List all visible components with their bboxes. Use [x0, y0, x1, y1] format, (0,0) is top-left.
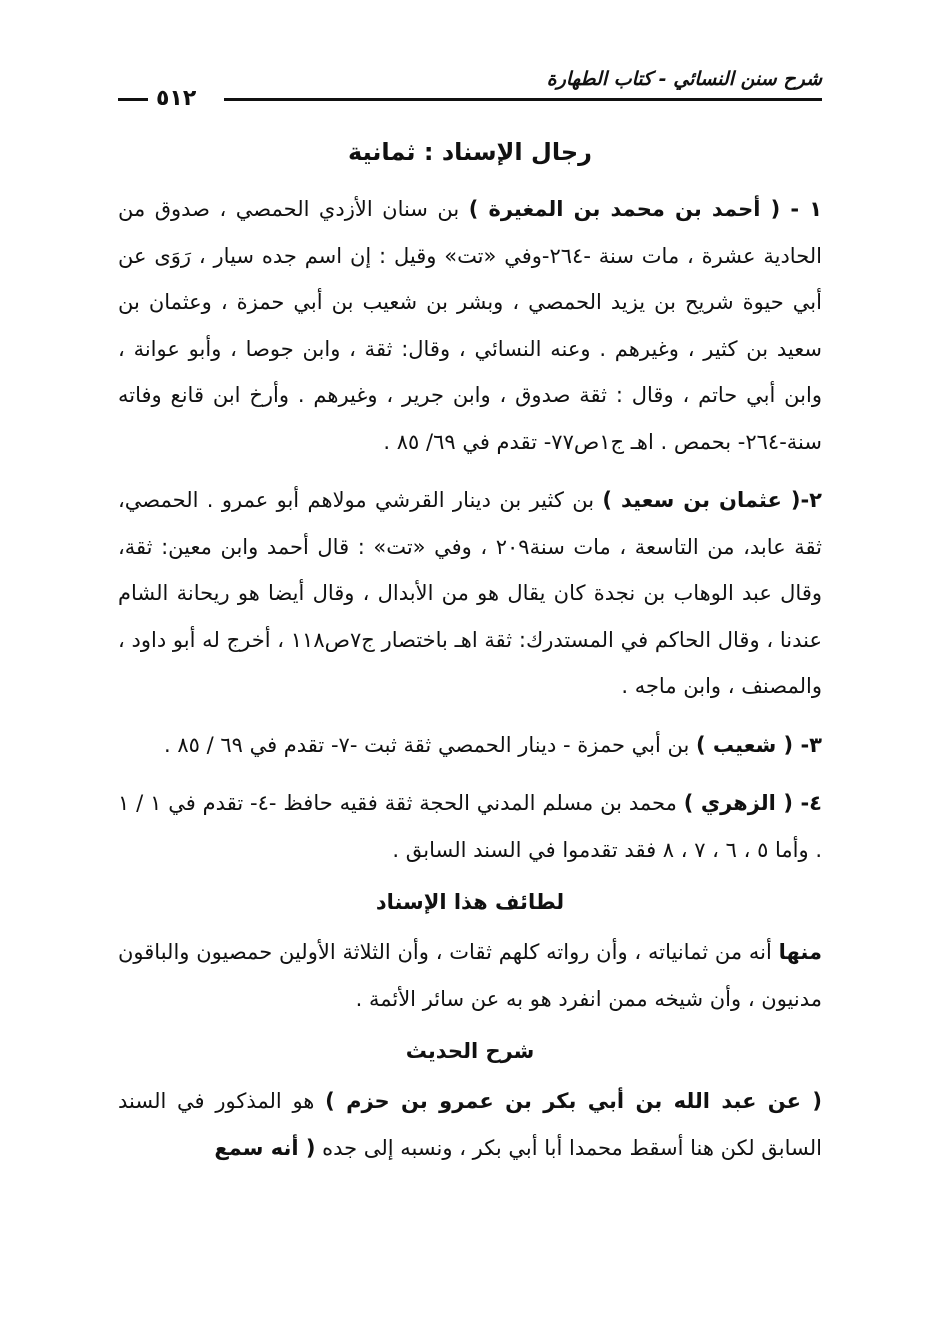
hadith-explanation-paragraph [118, 1078, 822, 1171]
narrator-entry-1 [118, 186, 822, 465]
narrator-entry-4 [118, 780, 822, 873]
narrator-name: ٣- ( شعيب ) [696, 732, 822, 757]
section-heading-narrators: رجال الإسناد : ثمانية [348, 138, 592, 166]
paragraph-text: أنه من ثمانياته ، وأن رواته كلهم ثقات ، وأن الثلاثة الأولين حمصيون والباقون مدنيون ، وأن شيخه ممن انفرد هو به عن سائر الأئمة . [118, 940, 822, 1011]
section-heading-isnad-subtleties: لطائف هذا الإسناد [375, 890, 565, 914]
isnad-subtleties-paragraph [118, 929, 822, 1022]
narrator-name: ٤- ( الزهري ) [683, 791, 822, 815]
narrator-name: ١ - ( أحمد بن محمد بن المغيرة ) [468, 197, 823, 221]
narrator-text: محمد بن مسلم المدني الحجة ثقة فقيه حافظ -٤- تقدم في ١ / ١ . وأما ٥ ، ٦ ، ٧ ، ٨ فقد تقدموا في السند السابق . [118, 791, 822, 862]
page-number-dash [118, 98, 148, 101]
paragraph-text: هو المذكور في السند السابق لكن هنا أسقط محمدا أبا أبي بكر ، ونسبه إلى جده [118, 1089, 822, 1160]
narrator-text: بن كثير بن دينار القرشي مولاهم أبو عمرو . الحمصي، ثقة عابد، من التاسعة ، مات سنة٢٠٩ ، وفي «تت» : قال أحمد وابن معين: ثقة، وقال عبد الوهاب بن نجدة كان يقال هو من الأبدال ، وقال أيضا هو ريحانة الشام عندنا ، وقال الحاكم في المستدرك: ثقة اهـ باختصار ج٧ص١١٨ ، أخرج له أبو داود ، والمصنف ، وابن ماجه . [118, 488, 822, 698]
narrator-text: بن أبي حمزة - دينار الحمصي ثقة ثبت -٧- تقدم في ٦٩ / ٨٥ . [163, 732, 697, 757]
narrator-text: بن سنان الأزدي الحمصي ، صدوق من الحادية عشرة ، مات سنة -٢٦٤-وفي «تت» وقيل : إن اسم جده سيار ، رَوَى عن أبي حيوة شريح بن يزيد الحمصي ، وبشر بن شعيب بن أبي حمزة ، وعثمان بن سعيد بن كثير ، وغيرهم . وعنه النسائي ، وقال: ثقة ، وابن جوصا ، وأبو عوانة ، وابن أبي حاتم ، وقال : ثقة صدوق ، وابن جرير ، وغيرهم . وأرخ ابن قانع وفاته سنة-٢٦٤- بحمص . اهـ ج١ص٧٧- تقدم في ٦٩/ ٨٥ . [118, 197, 822, 454]
paragraph-lead: ( عن عبد الله بن أبي بكر بن عمرو بن حزم ) [325, 1089, 822, 1113]
narrator-entry-2 [118, 477, 822, 710]
section-heading-hadith-explanation: شرح الحديث [405, 1039, 535, 1063]
page-content [118, 132, 822, 1183]
page-number [118, 86, 196, 111]
header-rule [224, 98, 822, 101]
narrator-name: ٢-( عثمان بن سعيد ) [602, 488, 822, 512]
running-header-title: شرح سنن النسائي - كتاب الطهارة [546, 68, 822, 90]
page-number-value: ٥١٢ [156, 86, 197, 111]
paragraph-tail: ( أنه سمع [214, 1135, 316, 1160]
running-header [118, 68, 822, 111]
paragraph-lead: منها [778, 940, 822, 964]
narrator-entry-3 [118, 722, 822, 769]
